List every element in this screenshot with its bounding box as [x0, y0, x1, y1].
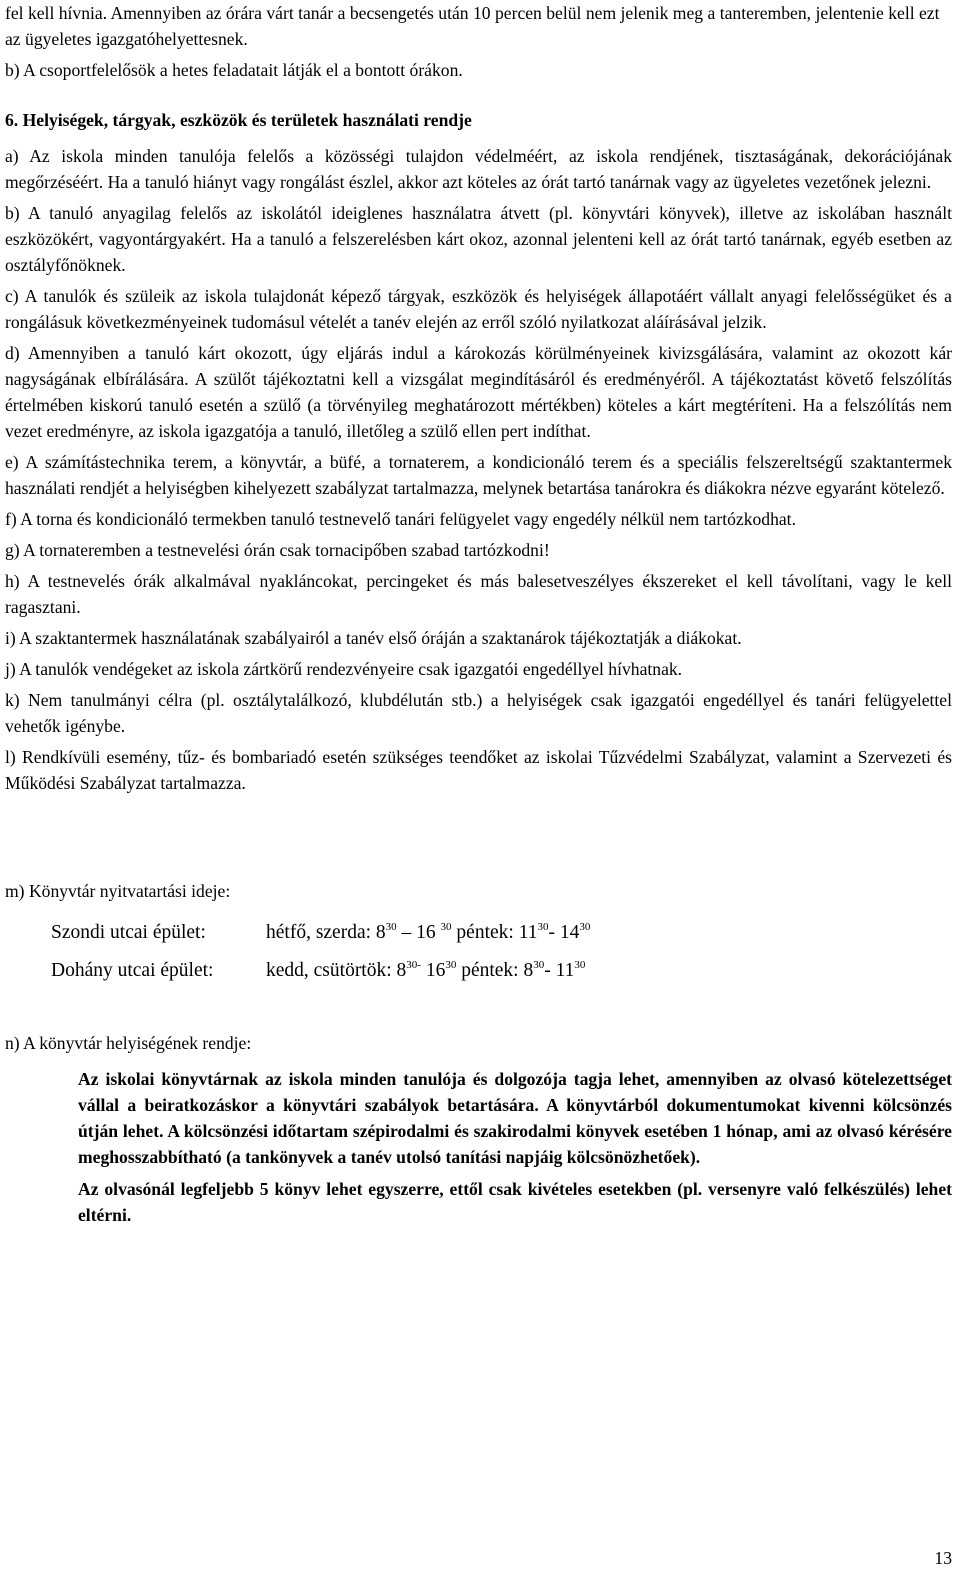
building-label: Dohány utcai épület: — [51, 960, 214, 981]
rule-c: c) A tanulók és szüleik az iskola tulajdonát képező tárgyak, eszközök és helyiségek állapotáért vállalt anyagi felelősségüket és a rongálásuk következményeinek tudomásul vételét a tanév elején az erről szóló nyilatkozat aláírásával jelzik. — [5, 286, 952, 332]
opening-times: kedd, csütörtök: $8^{30-}$ $16^{30}$ péntek: $8^{30}-$ $11^{30}$ — [266, 959, 586, 981]
intro-paragraph: fel kell hívnia. Amennyiben az órára várt tanár a becsengetés után 10 percen belül nem jelenik meg a tanteremben, jelentenie kell ezt az ügyeletes igazgatóhelyettesnek. — [5, 3, 940, 49]
library-hours-row-szondi — [51, 914, 952, 952]
library-rules-heading: n) A könyvtár helyiségének rendje: — [5, 1033, 252, 1053]
opening-times: hétfő, szerda: $8^{30} - 16$ $^{30}$ péntek: $11^{30}-$ $14^{30}$ — [266, 921, 591, 943]
library-rules-paragraph: Az olvasónál legfeljebb 5 könyv lehet egyszerre, ettől csak kivételes esetekben (pl. versenyre való felkészülés) lehet eltérni. — [78, 1179, 952, 1225]
section-heading: 6. Helyiségek, tárgyak, eszközök és területek használati rendje — [5, 110, 472, 130]
rule-j: j) A tanulók vendégeket az iskola zártkörű rendezvényeire csak igazgatói engedéllyel hívhatnak. — [5, 659, 683, 679]
library-hours-heading: m) Könyvtár nyitvatartási ideje: — [5, 881, 231, 901]
rule-b: b) A tanuló anyagilag felelős az iskolától ideiglenes használatra átvett (pl. könyvtári könyvek), illetve az iskolában használt eszközökért, vagyontárgyakért. Ha a tanuló a felszerelésben kárt okoz, azonnal jelenteni kell az órát tartó tanárnak, egyéb esetben az osztályfőnöknek. — [5, 203, 952, 275]
rule-f: f) A torna és kondicionáló termekben tanuló testnevelő tanári felügyelet vagy engedély nélkül nem tartózkodhat. — [5, 509, 796, 529]
building-label: Szondi utcai épület: — [51, 922, 206, 943]
library-rules-paragraph: Az iskolai könyvtárnak az iskola minden tanulója és dolgozója tagja lehet, amennyiben az olvasó kötelezettséget vállal a beiratkozáskor a könyvtári szabályok betartására. A könyvtárból dokumentumokat kivenni kölcsönzés útján lehet. A kölcsönzési időtartam szépirodalmi és szakirodalmi könyvek esetében 1 hónap, ami az olvasó kérésére meghosszabbítható (a tankönyvek a tanév utolsó tanítási napjáig kölcsönözhetőek). — [78, 1069, 952, 1167]
rule-k: k) Nem tanulmányi célra (pl. osztálytalálkozó, klubdélután stb.) a helyiségek csak igazgatói engedéllyel és tanári felügyelettel vehetők igénybe. — [5, 690, 952, 736]
rule-h: h) A testnevelés órák alkalmával nyakláncokat, percingeket és más balesetveszélyes ékszereket el kell távolítani, vagy le kell ragasztani. — [5, 571, 952, 617]
library-hours-table — [51, 914, 952, 990]
document-page — [5, 0, 952, 1228]
rule-l: l) Rendkívüli esemény, tűz- és bombariadó esetén szükséges teendőket az iskolai Tűzvédelmi Szabályzat, valamint a Szervezeti és Működési Szabályzat tartalmazza. — [5, 747, 952, 793]
library-rules-block — [78, 1066, 952, 1228]
page-number: 13 — [934, 1548, 952, 1568]
rule-i: i) A szaktantermek használatának szabályairól a tanév első óráján a szaktanárok tájékoztatják a diákokat. — [5, 628, 742, 648]
intro-item-b: b) A csoportfelelősök a hetes feladatait látják el a bontott órákon. — [5, 60, 463, 80]
rule-g: g) A tornateremben a testnevelési órán csak tornacipőben szabad tartózkodni! — [5, 540, 550, 560]
library-hours-row-dohany — [51, 952, 952, 990]
rule-d: d) Amennyiben a tanuló kárt okozott, úgy eljárás indul a károkozás körülményeinek kivizsgálására, valamint az okozott kár nagyságának elbírálására. A szülőt tájékoztatni kell a vizsgálat megindításáról és eredményéről. A tájékoztatást követő felszólítás értelmében kiskorú tanuló esetén a szülő (a törvényileg meghatározott mértékben) köteles a kárt megtéríteni. Ha a felszólítás nem vezet eredményre, az iskola igazgatója a tanuló, illetőleg a szülő ellen pert indíthat. — [5, 343, 952, 441]
rule-a: a) Az iskola minden tanulója felelős a közösségi tulajdon védelméért, az iskola rendjének, tisztaságának, dekorációjának megőrzéséért. Ha a tanuló hiányt vagy rongálást észlel, akkor azt köteles az órát tartó tanárnak vagy az ügyeletes vezetőnek jelezni. — [5, 146, 952, 192]
rule-e: e) A számítástechnika terem, a könyvtár, a büfé, a tornaterem, a kondicionáló terem és a speciális felszereltségű szaktantermek használati rendjét a helyiségben kihelyezett szabályzat tartalmazza, melynek betartása tanárokra és diákokra nézve egyaránt kötelező. — [5, 452, 952, 498]
